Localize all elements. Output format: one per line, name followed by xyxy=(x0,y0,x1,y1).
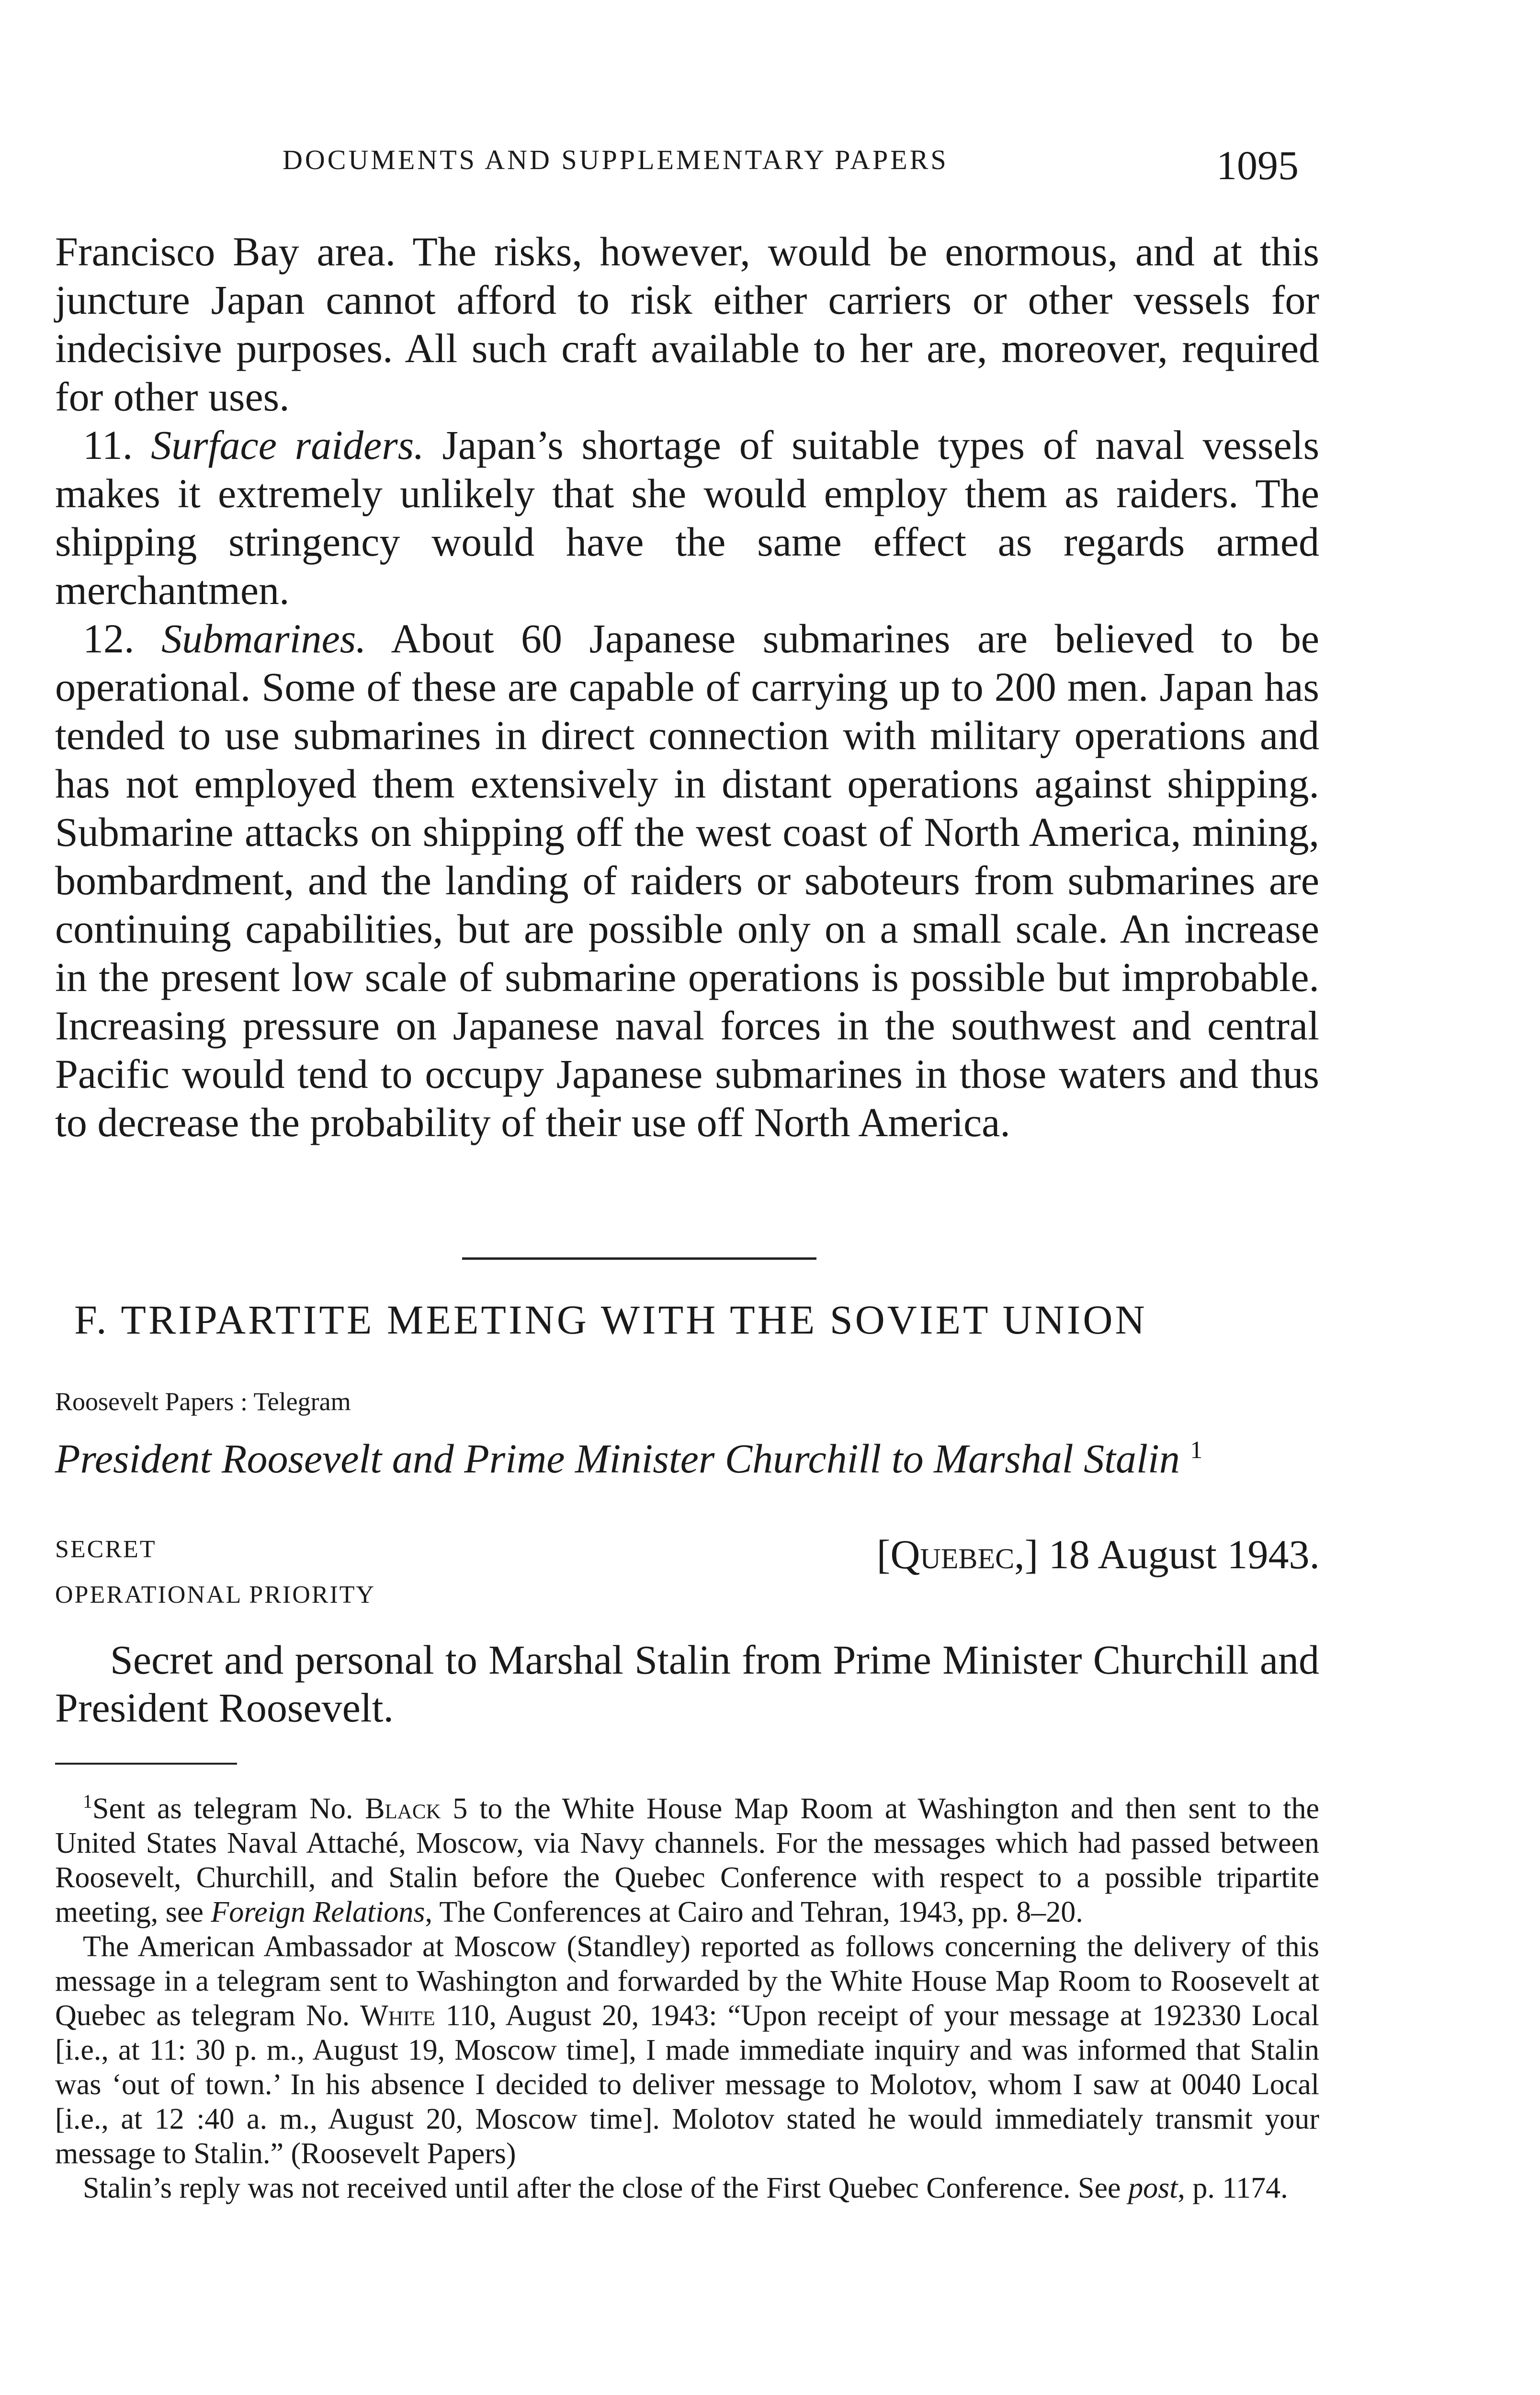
running-head: DOCUMENTS AND SUPPLEMENTARY PAPERS xyxy=(283,144,949,175)
footnote-text: Foreign Relations xyxy=(211,1896,425,1928)
footnote-text: post xyxy=(1128,2172,1178,2204)
footnote-continuation xyxy=(55,1929,1319,2171)
footnote-1 xyxy=(55,1784,1319,1929)
footnote-continuation xyxy=(55,2171,1319,2205)
footnote-text: White xyxy=(360,1999,435,2032)
footnote-mark: 1 xyxy=(83,1791,92,1812)
document-title-text: President Roosevelt and Prime Minister Churchill to Marshal Stalin xyxy=(55,1436,1180,1482)
footnote-text: The American Ambassador at Moscow (Standley) reported as follows concerning the delivery of this message in a telegram sent to Washington and forwarded by the White House Map Room to Roosevelt at Quebec as telegram No. xyxy=(55,1930,1319,2032)
dateline-date: 18 August 1943. xyxy=(1048,1531,1320,1577)
paragraph-number: 11. xyxy=(83,422,133,468)
dateline-place: Quebec xyxy=(890,1531,1015,1577)
paragraph-heading: Submarines. xyxy=(161,616,366,661)
paragraph-continuation: Francisco Bay area. The risks, however, would be enormous, and at this juncture Japan cannot afford to risk either carriers or other vessels for indecisive purposes. All such craft available to her are, moreover, required for other uses. xyxy=(55,228,1319,420)
classification-label: SECRET xyxy=(55,1536,157,1563)
priority-label: OPERATIONAL PRIORITY xyxy=(55,1581,376,1608)
footnote-text: 5 to the White House Map Room at Washington and then sent to the United States Naval Attaché, Moscow, via Navy channels. For the messages which had passed between Roosevelt, Churchill, and Stalin before the Quebec Conference with respect to a possible tripartite meeting, see xyxy=(55,1792,1320,1928)
page-number: 1095 xyxy=(1216,142,1299,188)
footnote-text: , p. 1174. xyxy=(1178,2172,1288,2204)
footnote-text: , The Conferences at Cairo and Tehran, 1943, pp. 8–20. xyxy=(425,1896,1083,1928)
dateline: [Quebec,] 18 August 1943. xyxy=(876,1531,1320,1577)
paragraph-text: About 60 Japanese submarines are believed to be operational. Some of these are capable of carrying up to 200 men. Japan has tended to use submarines in direct connection with military operations and has not employed them extensively in distant operations against shipping. Submarine attacks on shipping off the west coast of North America, mining, bombardment, and the landing of raiders or saboteurs from submarines are continuing capabilities, but are possible only on a small scale. An increase in the present low scale of submarine operations is possible but improbable. Increasing pressure on Japanese naval forces in the southwest and central Pacific would tend to occupy Japanese submarines in those waters and thus to decrease the probability of their use off North America. xyxy=(55,616,1320,1145)
paragraph-number: 12. xyxy=(83,616,135,661)
body-text xyxy=(55,228,1319,1147)
paragraph-submarines xyxy=(55,615,1319,1147)
footnote-text: Sent as telegram No. xyxy=(92,1792,353,1825)
paragraph-heading: Surface raiders. xyxy=(151,422,424,468)
document-source: Roosevelt Papers : Telegram xyxy=(55,1387,351,1416)
paragraph-text: Japan’s shortage of suitable types of naval vessels makes it extremely unlikely that she would employ them as raiders. The shipping stringency would have the same effect as regards armed merchantmen. xyxy=(55,422,1320,613)
footnote-ref: 1 xyxy=(1190,1437,1203,1464)
section-divider xyxy=(462,1257,816,1260)
footnote-text: 110, August 20, 1943: “Upon receipt of your message at 192330 Local [i.e., at 11: 30 p. m., August 19, Moscow time], I made immediate inquiry and was informed that Stalin was ‘out of town.’ In his absence I decided to deliver message to Molotov, whom I saw at 0040 Local [i.e., at 12 :40 a. m., August 20, Moscow time]. Molotov stated he would immediately transmit your message to Stalin.” (Roosevelt Papers) xyxy=(55,1999,1319,2170)
message-text: Secret and personal to Marshal Stalin from Prime Minister Churchill and President Roosevelt. xyxy=(55,1637,1319,1731)
document-title xyxy=(55,1435,1202,1483)
footnote-text: Stalin’s reply was not received until after the close of the First Quebec Conference. See xyxy=(83,2172,1121,2204)
footnote-divider xyxy=(55,1763,237,1765)
section-heading: F. TRIPARTITE MEETING WITH THE SOVIET UNION xyxy=(74,1297,1147,1343)
footnotes xyxy=(55,1784,1319,2205)
paragraph-surface-raiders xyxy=(55,421,1319,615)
footnote-text: Black xyxy=(365,1792,441,1825)
